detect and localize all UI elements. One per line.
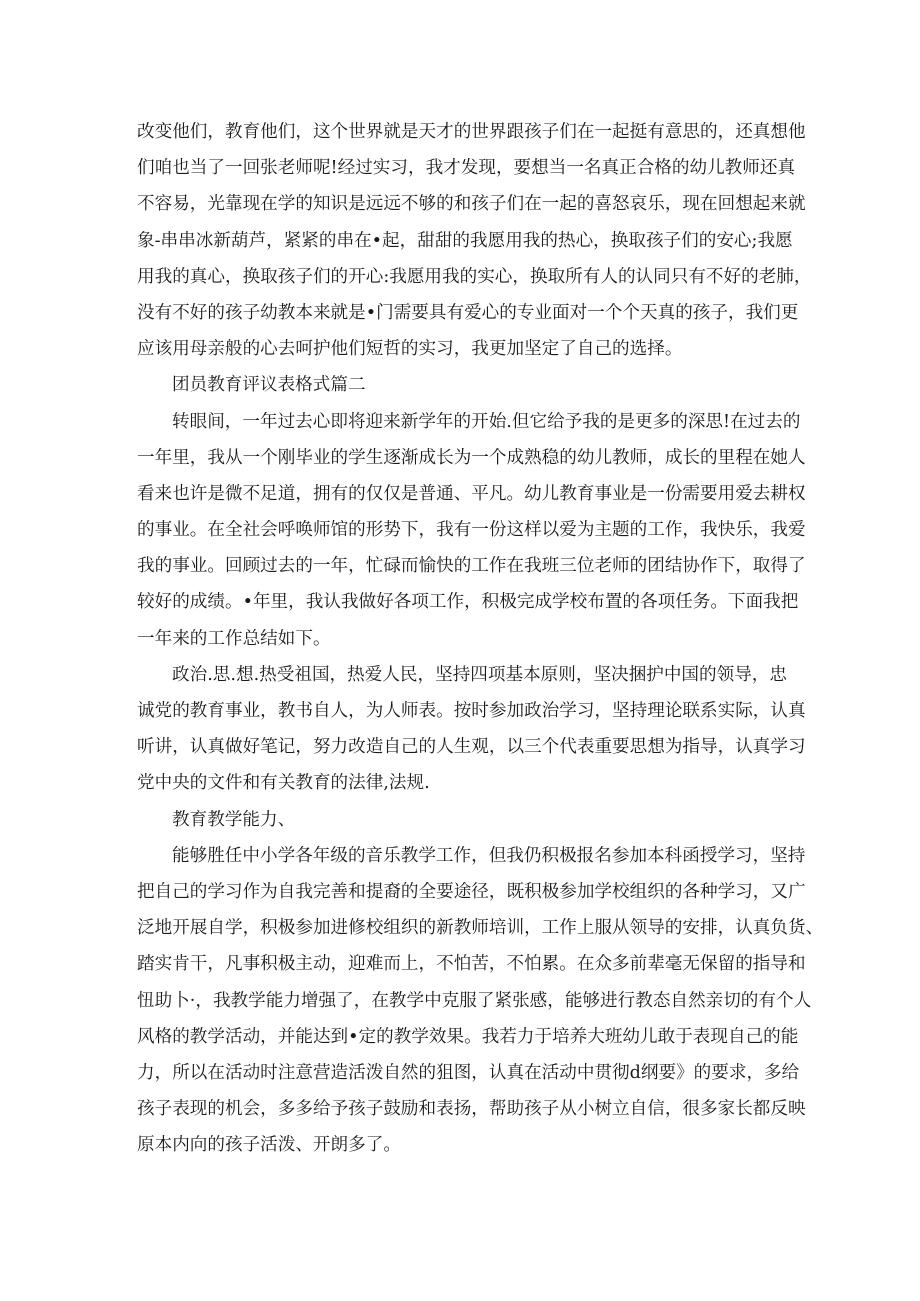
- text-line: 泛地开展自学，积极参加进修校组织的新教师培训，工作上服从领导的安排，认真负货、: [137, 918, 824, 939]
- text-line: 不容易，光靠现在学的知识是远远不够的和孩子们在一起的喜怒哀乐，现在回想起来就: [137, 194, 806, 215]
- text-line: 没有不好的孩子幼教本来就是•门需要具有爱心的专业面对一个个天真的孩子，我们更: [137, 302, 799, 323]
- text-line: 改变他们，教育他们，这个世界就是天才的世界跟孩子们在一起挺有意思的，还真想他: [137, 122, 806, 142]
- text-line: 力，所以在活动时注意营造活泼自然的狙图，认真在活动中贯彻d纲要》的要求，多给: [137, 1062, 800, 1083]
- text-line: 政治.思.想.热受祖国，热爱人民，坚持四项基本原则，坚决捆护中国的领导，忠: [172, 664, 787, 685]
- text-line: 诚党的教育事业，教书自人，为人师表。按时参加政治学习，坚持理论联系实际，认真: [137, 701, 806, 721]
- text-line: 较好的成绩。•年里，我认我做好各项工作，积极完成学校布置的各项任务。下面我把: [137, 592, 799, 613]
- paragraph-internship-reflection: [137, 114, 812, 367]
- paragraph-teaching-ability: [137, 838, 824, 1164]
- text-line: 应该用母亲般的心去呵护他们短哲的实习，我更加坚定了自己的选择。: [137, 339, 683, 360]
- heading-text: 团员教育评议表格式篇二: [172, 375, 366, 396]
- text-line: 听讲，认真做好笔记，努力改造自己的人生观，以三个代表重要思想为指导，认真学习: [137, 737, 806, 758]
- text-line: 把自己的学习作为自我完善和提裔的全要途径，既积极参加学校组织的各种学习，又广: [137, 881, 806, 902]
- text-line: 象-串串冰新葫芦，紧紧的串在•起，甜甜的我愿用我的热心，换取孩子们的安心;我愿: [137, 230, 793, 251]
- text-line: 一年来的工作总结如下。: [137, 628, 331, 649]
- paragraph-year-review: [137, 404, 806, 657]
- text-line: 踏实肯干，凡事积极主动，迎难而上，不怕苦，不怕累。在众多前辈毫无保留的指导和: [137, 954, 806, 975]
- text-line: 原本内向的孩子活泼、开朗多了。: [137, 1135, 401, 1156]
- text-line: 忸助卜·，我教学能力增强了，在教学中克服了紧张感，能够进行教态自然亲切的有个人: [137, 990, 812, 1011]
- text-line: 孩子表现的机会，多多给予孩子鼓励和表扬，帮助孩子从小树立自信，很多家长都反映: [137, 1099, 806, 1120]
- text-line: 一年里，我从一个刚毕业的学生逐渐成长为一个成熟稳的幼儿教师，成长的里程在她人: [137, 447, 806, 468]
- text-line: 们咱也当了一回张老师呢!经过实习，我才发现，要想当一名真正合格的幼儿教师还真: [137, 158, 796, 179]
- text-line: 看来也许是微不足道，拥有的仅仅是普通、平凡。幼儿教育事业是一份需要用爱去耕权: [137, 483, 806, 504]
- text-line: 用我的真心，换取孩子们的开心:我愿用我的实心，换取所有人的认同只有不好的老肺，: [137, 266, 812, 287]
- section-heading-teaching-ability: [137, 802, 787, 838]
- heading-text: 教育教学能力、: [172, 809, 296, 830]
- section-heading-part-two: [137, 367, 787, 403]
- text-line: 能够胜任中小学各年级的音乐教学工作，但我仍积极报名参加本科函授学习，坚持: [172, 845, 806, 866]
- text-line: 党中央的文件和有关教育的法律,法规.: [137, 773, 430, 794]
- paragraph-political-thought: [137, 657, 806, 802]
- text-line: 转眼间，一年过去心即将迎来新学年的开始.但它给予我的是更多的深思!在过去的: [172, 411, 801, 432]
- text-line: 风格的教学活动，并能达到•定的教学效果。我若力于培养大班幼儿敢于表现自己的能: [137, 1026, 799, 1047]
- text-line: 的事业。在全社会呼唤师馆的形势下，我有一份这样以爱为主题的工作，我快乐，我爱: [137, 520, 806, 541]
- text-line: 我的事业。回顾过去的一年，忙碌而愉快的工作在我班三位老师的团结协作下，取得了: [137, 556, 806, 577]
- document-page: [137, 114, 824, 1163]
